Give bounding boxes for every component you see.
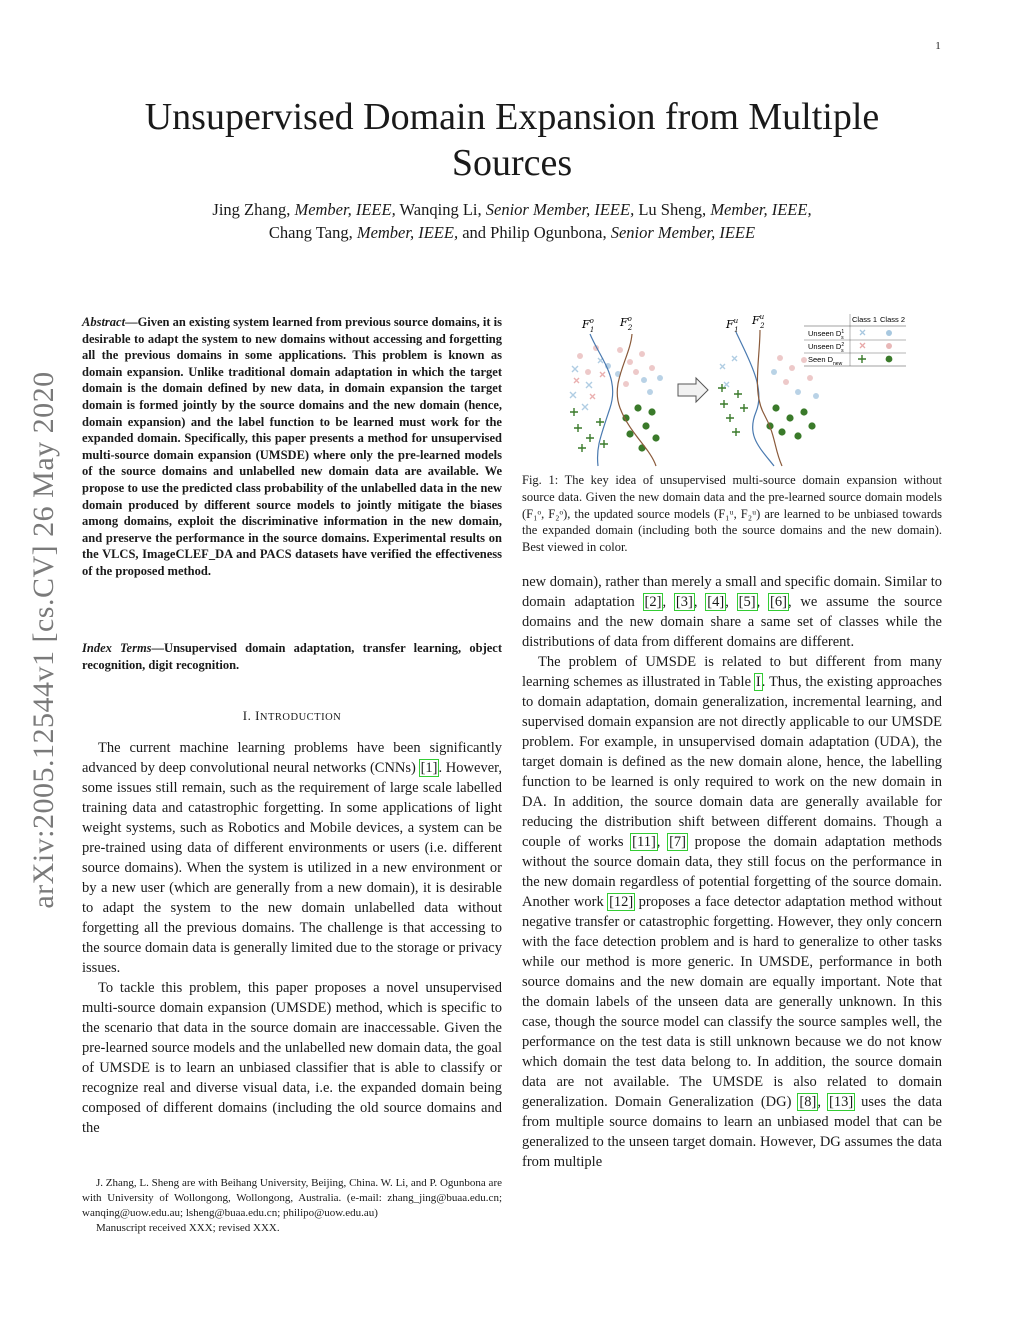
abstract-lead: Abstract	[82, 315, 126, 329]
footnote-affiliation: J. Zhang, L. Sheng are with Beihang University, Beijing, China. W. Li, and P. Ogunbona are with University of Wollongong, Wollongong, Australia. (e-mail: zhang_jing@buaa.edu.cn; wanqing@uow.edu.au; lsheng@buaa.edu.cn; philipo@uow.edu.au)	[82, 1177, 502, 1219]
body-paragraph: The problem of UMSDE is related to but different from many learning schemes as illustrated in Table I. Thus, the existing approaches to domain adaptation, domain generalization, incremental learning, and supervised domain expansion are not directly applicable to our UMSDE problem. For example, in unsupervised domain adaptation (UDA), the target domain is defined as the new domain alone, hence, the labelling function to be learned is only required to work on the new domain in DA. In addition, the source domain data are generally available for reducing the distribution shift between different domains. Though a couple of works [11], [7] propose the domain adaptation methods without the source domain data, they still focus on the performance in the new domain regardless of potential forgetting of the source domain. Another work [12] proposes a face detector adaptation method without negative transfer or catastrophic forgetting. However, they only concern with the face detection problem and is hard to generalize to other tasks while our method is more generic. In UMSDE, performance in both source domains and the new domain are equally important. Note that the domain labels of the unseen data are generally unknown. In this case, though the source model can classify the source samples well, the performance on the test data is still unknown because we do not know which domain the test data belong to. In addition, the source domain data are not available. The UMSDE is also related to domain generalization. Domain Generalization (DG) [8], [13] uses the data from multiple source domains to learn an unbiased model that can be generalized to the unseen target domain. However, DG assumes the data from multiple	[522, 654, 943, 1170]
intro-paragraph	[82, 738, 502, 978]
boundary-f2u	[757, 330, 782, 466]
section-heading	[82, 708, 502, 724]
text-span: . However, some issues still remain, such as the requirement of large scale labelled training data and catastrophic forgetting. In some applications of light weight systems, such as Robotics and Mobile devices, a system can be pre-trained using data of different environments or users (i.e. different source domains). When the system is utilized in a new environment or by a new user (which are generally from a new domain), it is desirable to adapt the system to the new domain unlabelled data without forgetting all the previous domains. The challenge is that accessing to the source domain data is generally limited due to the storage or privacy issues.	[82, 760, 502, 976]
citation-link[interactable]: [2]	[644, 594, 662, 610]
right-scatter	[718, 355, 819, 440]
text-span: . Thus, the existing approaches to domain adaptation, domain generalization, incremental learning, and supervised domain expansion are not directly applicable to our UMSDE problem. For example, in unsupervised domain adaptation (UDA), the target domain is defined as the new domain alone, hence, the labelling function to be learned is only required to work on the new domain in DA. In addition, the source domain data are generally available for reducing the distribution shift between different domains. Though a couple of works	[522, 674, 942, 850]
arrow-icon	[678, 378, 708, 402]
text-span: proposes a face detector adaptation method without negative transfer or catastrophic forgetting. However, they only concern with the face detection problem and is hard to generalize to other tasks while our method is more generic. In UMSDE, performance in both source domains and the new domain are equally important. Note that the domain labels of the unseen data are generally unknown. In this case, though the source model can classify the source samples well, the performance on the test data is still unknown because we do not know which domain the test data belong to. In addition, the source domain data are not available. The UMSDE is also related to domain generalization. Domain Generalization (DG)	[522, 894, 942, 1110]
author-name: Wanqing Li,	[395, 200, 486, 219]
author-role: Member, IEEE,	[356, 223, 459, 242]
left-scatter	[570, 345, 663, 452]
figure-1-svg	[560, 308, 910, 468]
intro-paragraph	[82, 978, 502, 1138]
label-f2u: $F^u$ 2	[752, 313, 765, 330]
author-name: Jing Zhang,	[212, 200, 295, 219]
boundary-f2o	[617, 334, 656, 466]
citation-link[interactable]: [13]	[828, 1094, 854, 1110]
abstract-text: —Given an existing system learned from previous source domains, it is desirable to adapt the system to new domains without accessing and forgetting all the previous domains in some applications. This problem is known as domain expansion. Unlike traditional domain adaptation in which the target domain is the domain defined by new data, in domain expansion the target domain is formed jointly by the source domains and the new domain (hence, domain expansion) and the label function to be learned must work for the expanded domain. Specifically, this paper presents a method for unsupervised multi-source domain expansion (UMSDE) where only the pre-learned models of the source domains and unlabelled new domain data are available. We propose to use the predicted class probability of the unlabelled data in the new domain produced by different source models to jointly mitigate the biases among domains, exploit the discriminative information in the new domain, and preserve the performance in the source domains. Experimental results on the VLCS, ImageCLEF_DA and PACS datasets have verified the effectiveness of the proposed method.	[82, 315, 502, 578]
table-link[interactable]: I	[755, 674, 761, 690]
footnote	[82, 1176, 502, 1236]
footnote-manuscript: Manuscript received XXX; revised XXX.	[96, 1222, 280, 1234]
section-number: I.	[242, 708, 252, 723]
text-span: uses the data from multiple source domains to learn an unbiased model that can be generalized to the unseen target domain. However, DG assumes the data from multiple	[522, 1094, 943, 1170]
citation-link[interactable]: [4]	[707, 594, 725, 610]
text-span: The problem of UMSDE is related to but different from many learning schemes as illustrated in Table	[522, 654, 942, 690]
citation-link[interactable]: [1]	[420, 760, 438, 776]
right-column-body	[522, 572, 942, 1172]
label-f1o: $F^o$ 1	[582, 317, 595, 334]
citation-link[interactable]: [5]	[738, 594, 756, 610]
body-paragraph: new domain), rather than merely a small and specific domain. Similar to domain adaptation [2], [3], [4], [5], [6], we assume the source domains and the new domain share a same set of classes while the distributions of data from different domains are different.	[522, 574, 943, 650]
author-role: Senior Member, IEEE,	[485, 200, 635, 219]
author-role: Member, IEEE,	[710, 200, 812, 219]
legend-row-unseen2: Unseen $D^2$ s	[808, 342, 845, 354]
figure-legend	[804, 314, 906, 367]
text-span: The current machine learning problems have been significantly advanced by deep convolutional neural networks (CNNs)	[82, 740, 502, 776]
citation-link[interactable]: [12]	[609, 894, 634, 910]
index-terms-text: —Unsupervised domain adaptation, transfer learning, object recognition, digit recognition.	[82, 641, 502, 672]
intro-body	[82, 738, 502, 1138]
legend-row-seen: Seen $D_{new}$	[808, 355, 843, 367]
section-title-first: I	[255, 708, 260, 723]
citation-link[interactable]: [7]	[669, 834, 687, 850]
citation-link[interactable]: [8]	[799, 1094, 817, 1110]
legend-col-class1: Class 1	[852, 315, 878, 324]
citation-link[interactable]: [6]	[770, 594, 787, 610]
author-list	[100, 198, 924, 244]
citation-link[interactable]: [3]	[675, 594, 693, 610]
arxiv-stamp: arXiv:2005.12544v1 [cs.CV] 26 May 2020	[27, 371, 60, 909]
index-terms	[82, 640, 502, 673]
text-span: To tackle this problem, this paper proposes a novel unsupervised multi-source domain expansion (UMSDE) method, which is specific to the scenario that data in the source domain are inaccessable. Given the pre-learned source models and the unlabelled new domain data, the goal of UMSDE is to learn an unbiased classifier that is able to classify or recognize real and diverse visual data, i.e. the expanded domain being composed of different domains (including the old source domains and the	[82, 980, 502, 1136]
text-span: propose the domain adaptation methods without the source domain data, they still focus on the performance in the new domain regardless of potential forgetting of the source domain. Another work	[522, 834, 942, 910]
abstract	[82, 314, 502, 580]
section-title-rest: NTRODUCTION	[259, 712, 342, 723]
author-name: Chang Tang,	[268, 223, 357, 242]
author-name: and Philip Ogunbona,	[458, 223, 611, 242]
author-line-2	[100, 221, 924, 244]
label-f1u: $F^u$ 1	[726, 317, 739, 334]
author-name: Lu Sheng,	[634, 200, 711, 219]
text-span: , we assume the source domains and the new domain share a same set of classes while the distributions of data from different domains are different.	[522, 594, 943, 650]
figure-1	[560, 308, 910, 468]
author-role: Senior Member, IEEE	[610, 223, 756, 242]
page-number: 1	[935, 40, 941, 52]
citation-link[interactable]: [11]	[632, 834, 656, 850]
boundary-f1u	[736, 332, 774, 466]
legend-row-unseen1: Unseen $D^1$ s	[808, 329, 845, 341]
figure-caption: Fig. 1: The key idea of unsupervised multi-source domain expansion without source data. Given the new domain data and the pre-learned source domain models (F₁ᵒ, F₂ᵒ), the updated source models (F₁ᵘ, F₂ᵘ) are learned to be unbiased towards the expanded domain (including both the source domains and the new domain). Best viewed in color.	[522, 473, 942, 555]
label-f2o: $F^o$ 2	[620, 315, 633, 332]
boundary-f1o	[590, 334, 613, 466]
author-role: Member, IEEE,	[294, 200, 396, 219]
text-span: new domain), rather than merely a small and specific domain. Similar to domain adaptation	[522, 574, 942, 610]
legend-col-class2: Class 2	[880, 315, 906, 324]
index-terms-lead: Index Terms	[82, 641, 152, 655]
paper-title: Unsupervised Domain Expansion from Multiple Sources	[144, 96, 880, 184]
author-line-1	[100, 198, 924, 221]
